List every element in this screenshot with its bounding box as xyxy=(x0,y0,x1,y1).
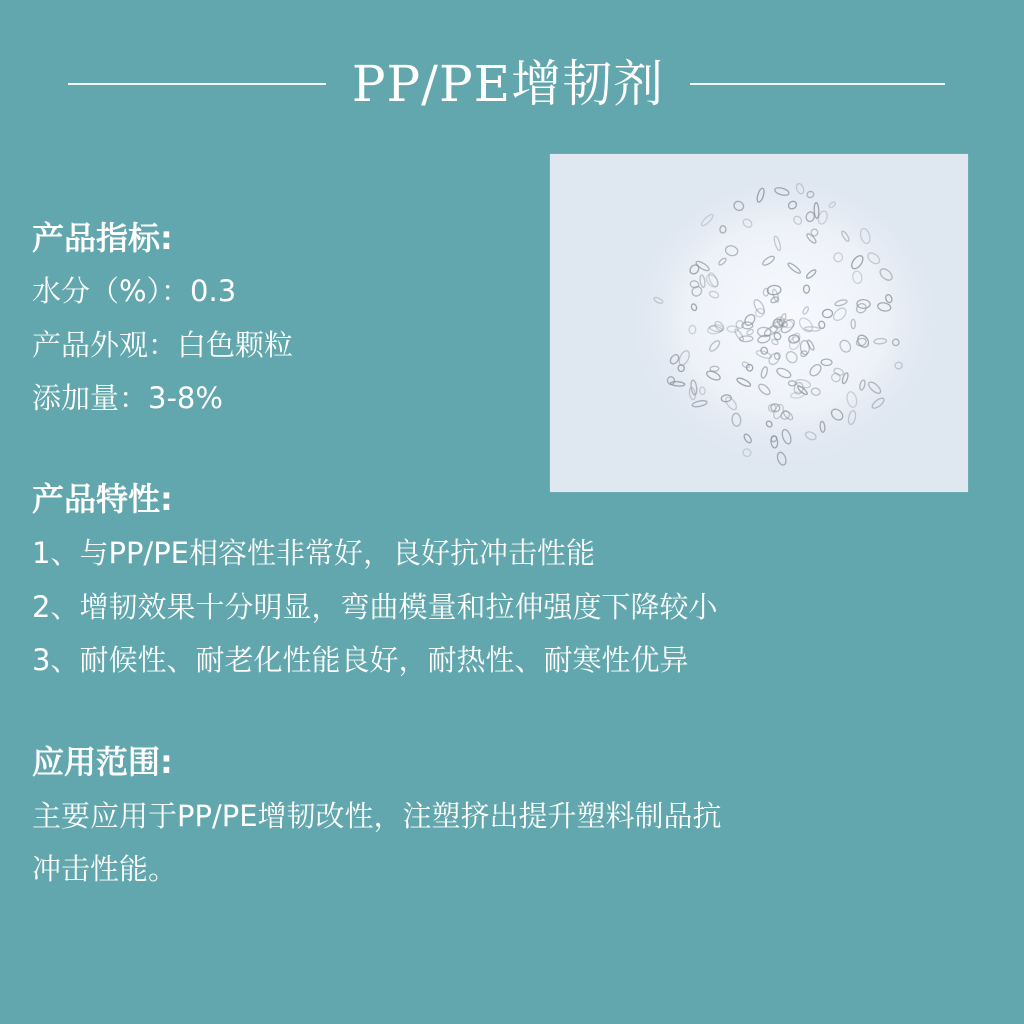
title-row xyxy=(0,50,1024,120)
title-rule-left xyxy=(68,83,326,85)
title-rule-right xyxy=(690,83,945,85)
features-heading: 产品特性: xyxy=(32,480,173,518)
specs-heading: 产品指标: xyxy=(32,219,173,257)
white-granules-image xyxy=(550,154,968,492)
applications-line-1: 主要应用于PP/PE增韧改性，注塑挤出提升塑料制品抗 xyxy=(32,799,722,833)
applications-heading: 应用范围: xyxy=(32,743,173,781)
feature-item-1: 1、与PP/PE相容性非常好，良好抗冲击性能 xyxy=(32,536,596,570)
page-title: PP/PE增韧剂 xyxy=(351,55,665,113)
feature-item-2: 2、增韧效果十分明显，弯曲模量和拉伸强度下降较小 xyxy=(32,590,718,624)
spec-dosage: 添加量：3-8% xyxy=(32,381,223,415)
feature-item-3: 3、耐候性、耐老化性能良好，耐热性、耐寒性优异 xyxy=(32,643,689,677)
applications-line-2: 冲击性能。 xyxy=(32,852,178,886)
product-photo xyxy=(550,154,968,492)
spec-moisture: 水分（%）：0.3 xyxy=(32,274,237,308)
spec-appearance: 产品外观：白色颗粒 xyxy=(32,328,294,362)
